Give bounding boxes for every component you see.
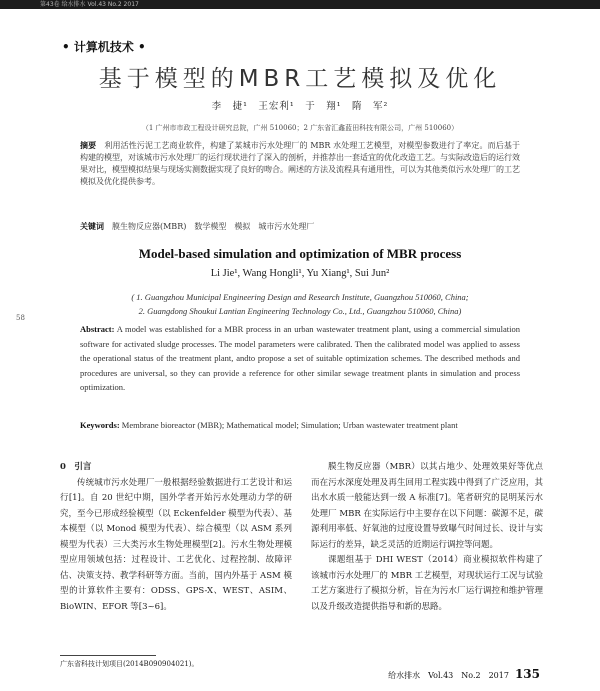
affiliation-cn: （1 广州市市政工程设计研究总院，广州 510060；2 广东省汇鑫蓝田科技有限公司，广州 510060）: [141, 124, 459, 132]
abstract-cn-label: 摘要: [80, 140, 97, 150]
keywords-en-label: Keywords:: [80, 420, 120, 430]
keywords-cn-label: 关键词: [80, 221, 104, 231]
body-paragraph: 膜生物反应器（MBR）以其占地少、处理效果好等优点而在污水深度处理及再生回用工程实践中得到了广泛应用，其出水水质一般能达到一级 A 标准[7]。笔者研究的昆明某污水处理厂 MBR 在实际运行中主要存在以下问题：碳源不足，碳源利用率低、好氧池的过度设置导致曝气时间过长、设计与实际运行的差异，缺乏灵活的近期运行调控等问题。: [311, 462, 543, 550]
abstract-en-text: A model was established for a MBR process in an urban wastewater treatment plant, using a commercial simulation software for activated sludge processes. The model parameters were calibrated. Then the calibrated model was applied to assess the operational status of the treatment plant, andto propose a set of suitable optimization schemes. The described methods and procedures are universal, so they can provide a reference for other similar sewage treatment plants in simulation and process optimization.: [80, 324, 521, 392]
header-bar: [0, 0, 600, 9]
page-number: 135: [514, 667, 540, 681]
funding-note: 广东省科技计划项目(2014B090904021)。: [60, 660, 199, 668]
affiliation-en: [80, 290, 520, 318]
body-right-column: [311, 460, 543, 615]
body-paragraph: 传统城市污水处理厂一般根据经验数据进行工艺设计和运行[1]。自 20 世纪中期，国外学者开始污水处理动力学的研究，至今已形成经验模型（以 Eckenfelder 模型为代表）、基本模型（以 Monod 模型为代表）、综合模型（以 ASM 系列模型为代表）三大类污水生物处理模型[2]。污水生物处理模型应用领域包括：过程设计、工艺优化、过程控制、故障评估、决策支持、教学科研等方面。当前，国内外基于 ASM 模型的计算软件主要有：ODSS、GPS-X、WEST、ASIM、BioWIN、EFOR 等[3~6]。: [60, 477, 292, 612]
keywords-en-text: Membrane bioreactor (MBR); Mathematical model; Simulation; Urban wastewater treatment plant: [121, 420, 458, 430]
footnote-rule: [60, 655, 156, 656]
abstract-en-label: Abstract:: [80, 324, 115, 334]
body-left-column: [60, 460, 292, 615]
body-paragraph: 课题组基于 DHI WEST（2014）商业模拟软件构建了该城市污水处理厂的 MBR 工艺模型，对现状运行工况与试验工艺方案进行了模拟分析，旨在为污水厂运行调控和维护管理以及升级改造提供指导和新的思路。: [311, 555, 543, 612]
section-tag: • 计算机技术 •: [62, 40, 146, 54]
margin-page-number: 58: [16, 314, 25, 322]
abstract-cn: [80, 139, 520, 188]
section-heading: 0 引言: [60, 462, 92, 472]
title-en: Model-based simulation and optimization of MBR process: [138, 246, 462, 261]
keywords-cn: [80, 221, 520, 232]
keywords-en: [80, 418, 520, 433]
affiliation-en-line: ( 1. Guangzhou Municipal Engineering Design and Research Institute, Guangzhou 510060, China;: [131, 292, 469, 302]
abstract-cn-text: 利用活性污泥工艺商业软件，构建了某城市污水处理厂的 MBR 水处理工艺模型，对模型参数进行了率定。而后基于构建的模型，对该城市污水处理厂的运行现状进行了深入的剖析，并推荐出一套适宜的优化改造工艺。与实际改造后的运行效果对比，模型模拟结果与现场实测数据实现了良好的吻合。阐述的方法及流程具有通用性，可以为其他类似污水处理厂的工艺模拟及优化提供参考。: [80, 141, 521, 186]
page-footer: [388, 667, 540, 681]
abstract-en: [80, 322, 520, 395]
running-header: 第43卷 给水排水 Vol.43 No.2 2017: [40, 1, 139, 8]
authors-cn: 李 捷¹ 王宏利¹ 于 翔¹ 隋 军²: [211, 101, 389, 112]
keywords-cn-text: 膜生物反应器(MBR) 数学模型 模拟 城市污水处理厂: [112, 222, 315, 231]
title-cn: 基于模型的MBR工艺模拟及优化: [98, 66, 502, 92]
footer-journal: 给水排水 Vol.43 No.2 2017: [388, 671, 509, 680]
authors-en: Li Jie¹, Wang Hongli¹, Yu Xiang¹, Sui Jun²: [210, 268, 390, 279]
affiliation-en-line: 2. Guangdong Shoukui Lantian Engineering Technology Co., Ltd., Guangzhou 510060, China): [138, 306, 462, 316]
